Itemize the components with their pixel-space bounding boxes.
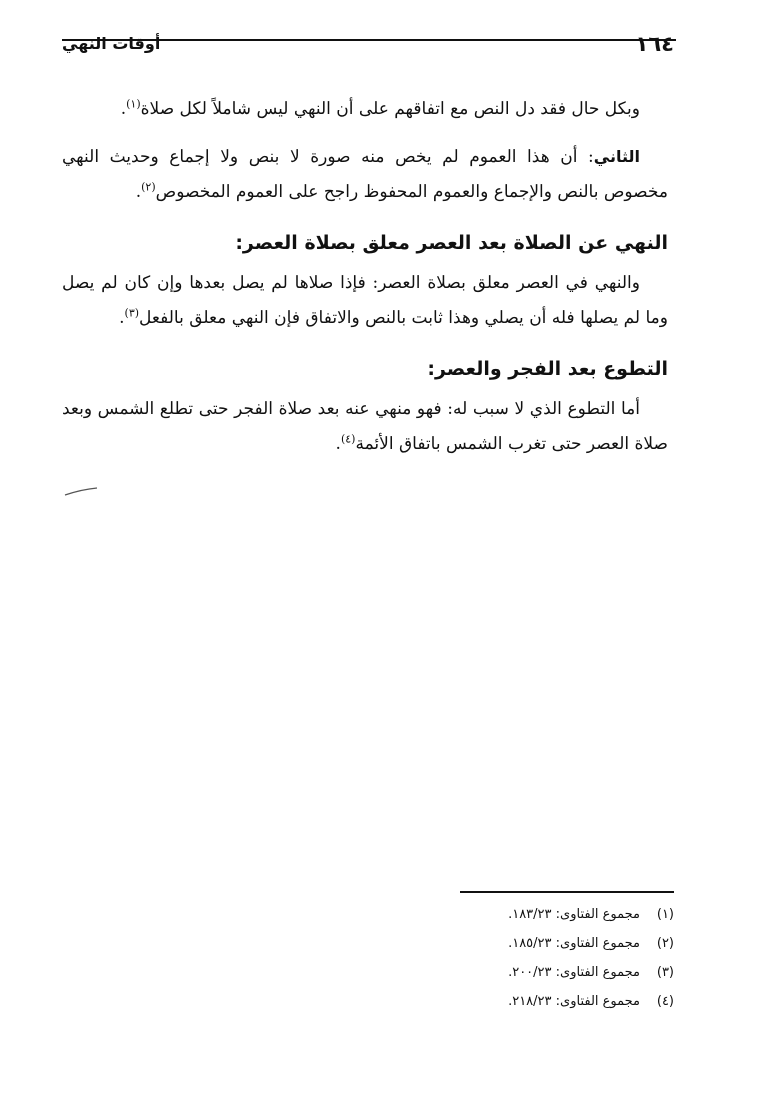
footnote-rule xyxy=(460,891,674,893)
footnote-text: مجموع الفتاوى: ٢١٨/٢٣. xyxy=(508,994,640,1009)
footnote-item xyxy=(440,987,674,1016)
footnote-ref-4: (٤) xyxy=(340,432,356,446)
running-title: أوقات النهي xyxy=(62,34,161,53)
footnote-number: (٣) xyxy=(656,965,674,980)
page-header xyxy=(62,28,674,68)
paragraph-3-text: والنهي في العصر معلق بصلاة العصر: فإذا صلاها لم يصل بعدها وإن كان لم يصل وما لم يصلها فله أن يصلي وهذا ثابت بالنص والاتفاق فإن النهي معلق بالفعل xyxy=(62,273,668,328)
page-body xyxy=(62,92,668,474)
footnote-text: مجموع الفتاوى: ٢٠٠/٢٣. xyxy=(508,965,640,980)
paragraph-4-end: . xyxy=(335,434,341,454)
section-heading-asr: النهي عن الصلاة بعد العصر معلق بصلاة العصر: xyxy=(235,232,668,254)
paragraph-2-lead: الثاني xyxy=(593,147,640,166)
paragraph-3 xyxy=(62,266,668,336)
footnote-number: (٢) xyxy=(656,936,674,951)
section-heading-tatawwu: التطوع بعد الفجر والعصر: xyxy=(427,358,668,380)
paragraph-4-text: أما التطوع الذي لا سبب له: فهو منهي عنه بعد صلاة الفجر حتى تطلع الشمس وبعد صلاة العصر حتى تغرب الشمس باتفاق الأئمة xyxy=(62,399,668,454)
footnote-number: (٤) xyxy=(656,994,674,1009)
paragraph-1 xyxy=(62,92,668,127)
footnote-number: (١) xyxy=(656,907,674,922)
footnote-item xyxy=(440,929,674,958)
footnotes xyxy=(440,900,674,1016)
paragraph-1-text: وبكل حال فقد دل النص مع اتفاقهم على أن النهي ليس شاملاً لكل صلاة xyxy=(140,99,640,119)
footnote-text: مجموع الفتاوى: ١٨٥/٢٣. xyxy=(508,936,640,951)
pencil-margin-mark xyxy=(64,486,98,498)
header-rule xyxy=(62,39,676,41)
page-number: ١٦٤ xyxy=(635,32,674,56)
paragraph-4 xyxy=(62,392,668,462)
paragraph-1-end: . xyxy=(120,99,127,119)
footnote-ref-1: (١) xyxy=(126,97,141,111)
paragraph-3-end: . xyxy=(119,308,125,328)
footnote-ref-2: (٢) xyxy=(141,180,156,194)
footnote-ref-3: (٣) xyxy=(124,306,140,320)
paragraph-2-text: : أن هذا العموم لم يخص منه صورة لا بنص ولا إجماع وحديث النهي مخصوص بالنص والإجماع والعموم المحفوظ راجح على العموم المخصوص xyxy=(62,147,668,202)
footnote-text: مجموع الفتاوى: ١٨٣/٢٣. xyxy=(508,907,640,922)
footnote-item xyxy=(440,958,674,987)
paragraph-2-end: . xyxy=(135,182,142,202)
footnote-item xyxy=(440,900,674,929)
paragraph-2 xyxy=(62,139,668,210)
